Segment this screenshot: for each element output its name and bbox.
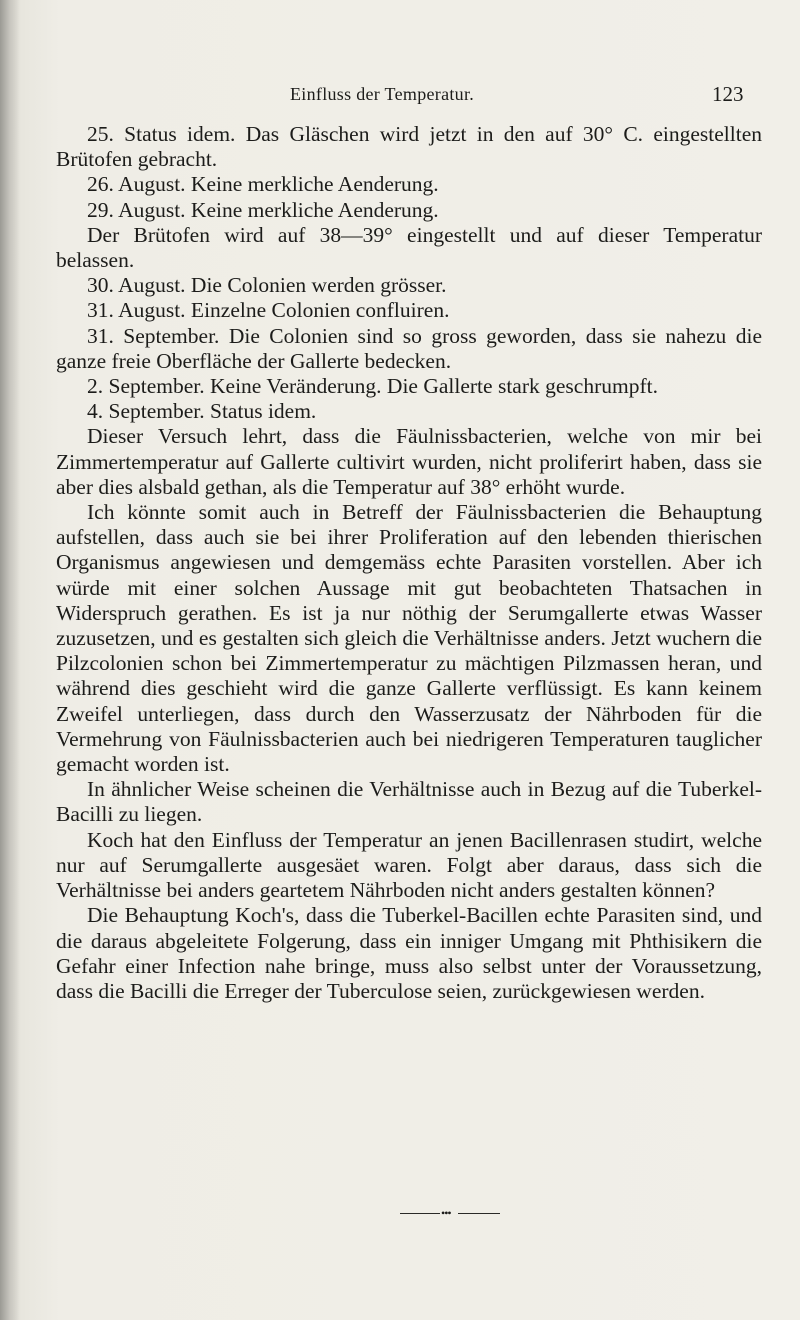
running-title: Einfluss der Temperatur. bbox=[290, 84, 475, 104]
paragraph: Der Brütofen wird auf 38—39° eingestellt und auf dieser Temperatur belassen. bbox=[56, 222, 762, 273]
paragraph: 31. August. Einzelne Colonien confluiren. bbox=[87, 298, 450, 323]
ornament-knot: ••• bbox=[441, 1206, 451, 1220]
page-header bbox=[0, 84, 800, 108]
paragraph: 30. August. Die Colonien werden grösser. bbox=[87, 273, 447, 298]
paragraph: In ähnlicher Weise scheinen die Verhältnisse auch in Bezug auf die Tuberkel-Bacilli zu liegen. bbox=[56, 777, 762, 827]
ornament-rule-left bbox=[400, 1213, 440, 1214]
paragraph: 26. August. Keine merkliche Aenderung. bbox=[87, 172, 439, 197]
paragraph: Die Behauptung Koch's, dass die Tuberkel-Bacillen echte Parasiten sind, und die daraus abgeleitete Folgerung, dass ein inniger Umgang mit Phthisikern die Gefahr einer Infection nahe bringe, muss also selbst unter der Voraussetzung, dass die Bacilli die Erreger der Tuberculose seien, zurückgewiesen werden. bbox=[56, 903, 762, 1003]
paragraph: Koch hat den Einfluss der Temperatur an jenen Bacillenrasen studirt, welche nur auf Serumgallerte ausgesäet waren. Folgt aber daraus, dass sich die Verhältnisse bei anders geartetem Nährboden nicht anders gestalten können? bbox=[56, 827, 762, 903]
paragraph: 29. August. Keine merkliche Aenderung. bbox=[87, 197, 439, 222]
paragraph: Dieser Versuch lehrt, dass die Fäulnissbacterien, welche von mir bei Zimmertemperatur auf Gallerte cultivirt wurden, nicht proliferirt haben, dass sie aber dies alsbald gethan, als die Temperatur auf 38° erhöht wurde. bbox=[56, 424, 762, 499]
ornament-rule-right bbox=[458, 1213, 500, 1214]
paragraph: Ich könnte somit auch in Betreff der Fäulnissbacterien die Behauptung aufstellen, dass auch sie bei ihrer Proliferation auf den lebenden thierischen Organismus angewiesen und demgemäss echte Parasiten vorstellen. Aber ich würde mit einer solchen Aussage mit gut beobachteten Thatsachen in Widerspruch gerathen. Es ist ja nur nöthig der Serumgallerte etwas Wasser zuzusetzen, und es gestalten sich gleich die Verhältnisse anders. Jetzt wuchern die Pilzcolonien schon bei Zimmertemperatur zu mächtigen Pilzmassen heran, und während dies geschieht wird die ganze Gallerte verflüssigt. Es kann keinem Zweifel unterliegen, dass durch den Wasserzusatz der Nährboden für die Vermehrung von Fäulnissbacterien auch bei niedrigeren Temperaturen tauglicher gemacht worden ist. bbox=[56, 500, 762, 777]
paragraph: 25. Status idem. Das Gläschen wird jetzt in den auf 30° C. eingestellten Brütofen gebracht. bbox=[56, 122, 762, 172]
end-ornament bbox=[400, 1208, 500, 1220]
binding-shadow bbox=[0, 0, 20, 1320]
paragraph: 31. September. Die Colonien sind so gross geworden, dass sie nahezu die ganze freie Oberfläche der Gallerte bedecken. bbox=[56, 323, 762, 373]
paragraph: 2. September. Keine Veränderung. Die Gallerte stark geschrumpft. bbox=[87, 374, 658, 399]
page-number: 123 bbox=[712, 82, 744, 106]
paragraph: 4. September. Status idem. bbox=[87, 399, 317, 424]
body-text bbox=[56, 122, 762, 1004]
